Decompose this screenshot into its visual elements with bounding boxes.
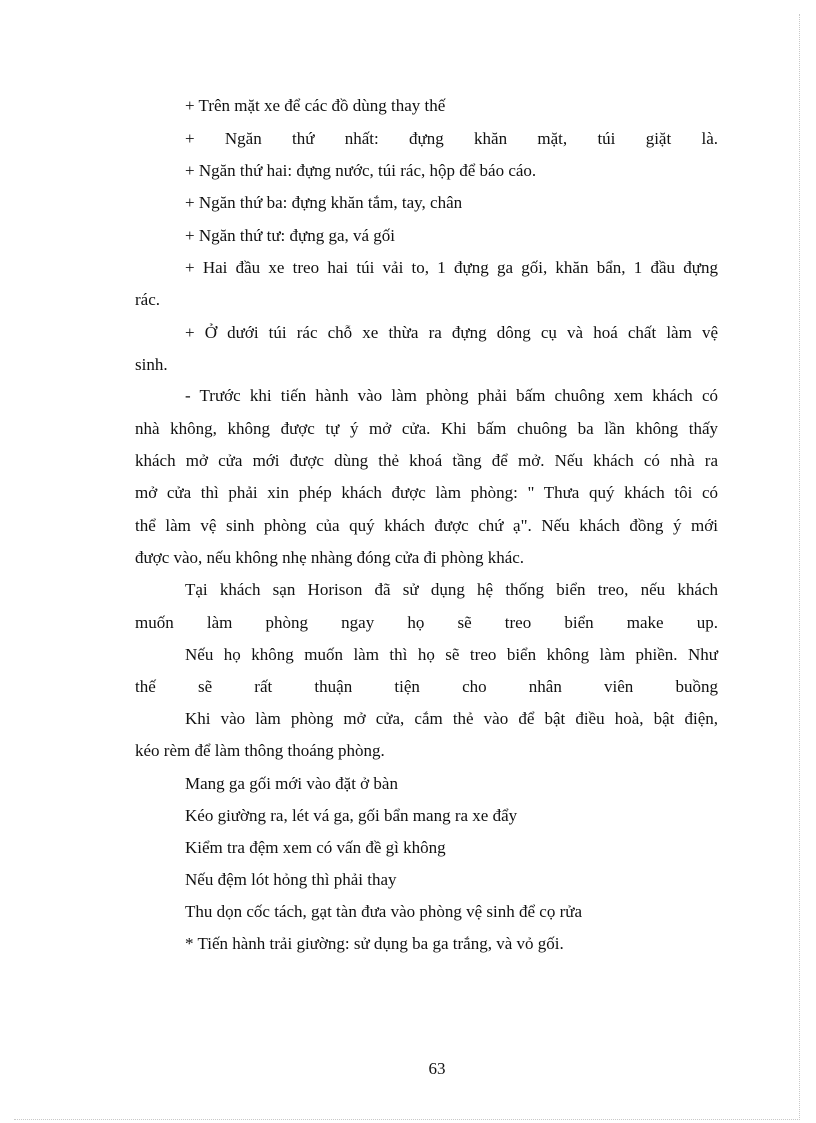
text-line: + Ngăn thứ nhất: đựng khăn mặt, túi giặt là.: [185, 129, 718, 148]
text-line: thể làm vệ sinh phòng của quý khách được chứ ạ". Nếu khách đồng ý mới: [135, 516, 718, 535]
text-line: Nếu đệm lót hỏng thì phải thay: [185, 870, 397, 889]
text-line: + Ngăn thứ hai: đựng nước, túi rác, hộp để báo cáo.: [185, 161, 537, 180]
text-line: được vào, nếu không nhẹ nhàng đóng cửa đi phòng khác.: [135, 548, 525, 567]
text-line: + Ngăn thứ ba: đựng khăn tắm, tay, chân: [185, 193, 463, 212]
text-line: mở cửa thì phải xin phép khách được làm phòng: " Thưa quý khách tôi có: [135, 483, 718, 502]
text-line: sinh.: [135, 355, 168, 374]
text-line: + Ở dưới túi rác chỗ xe thừa ra đựng dông cụ và hoá chất làm vệ: [185, 323, 718, 342]
text-line: Kiểm tra đệm xem có vấn đề gì không: [185, 838, 446, 857]
text-line: muốn làm phòng ngay họ sẽ treo biển make up.: [135, 613, 718, 632]
text-line: * Tiến hành trải giường: sử dụng ba ga trắng, và vỏ gối.: [185, 934, 564, 953]
text-line: + Ngăn thứ tư: đựng ga, vá gối: [185, 226, 396, 245]
text-line: rác.: [135, 290, 161, 309]
text-line: Tại khách sạn Horison đã sử dụng hệ thống biển treo, nếu khách: [185, 580, 718, 599]
text-line: + Trên mặt xe để các đồ dùng thay thế: [185, 96, 446, 115]
text-line: + Hai đầu xe treo hai túi vải to, 1 đựng ga gối, khăn bẩn, 1 đầu đựng: [185, 258, 718, 277]
text-line: thế sẽ rất thuận tiện cho nhân viên buồng: [135, 677, 718, 696]
page-number: 63: [428, 1059, 446, 1078]
text-line: Nếu họ không muốn làm thì họ sẽ treo biển không làm phiền. Như: [185, 645, 718, 664]
text-line: - Trước khi tiến hành vào làm phòng phải bấm chuông xem khách có: [185, 386, 718, 405]
text-line: khách mở cửa mới được dùng thẻ khoá tầng để mở. Nếu khách có nhà ra: [135, 451, 718, 470]
text-line: kéo rèm để làm thông thoáng phòng.: [135, 741, 385, 760]
text-line: Mang ga gối mới vào đặt ở bàn: [185, 774, 398, 793]
text-line: Khi vào làm phòng mở cửa, cắm thẻ vào để bật điều hoà, bật điện,: [185, 709, 718, 728]
text-line: nhà không, không được tự ý mở cửa. Khi bấm chuông ba lần không thấy: [135, 419, 718, 438]
text-line: Thu dọn cốc tách, gạt tàn đưa vào phòng vệ sinh để cọ rửa: [185, 902, 583, 921]
text-line: Kéo giường ra, lét vá ga, gối bẩn mang ra xe đẩy: [185, 806, 518, 825]
